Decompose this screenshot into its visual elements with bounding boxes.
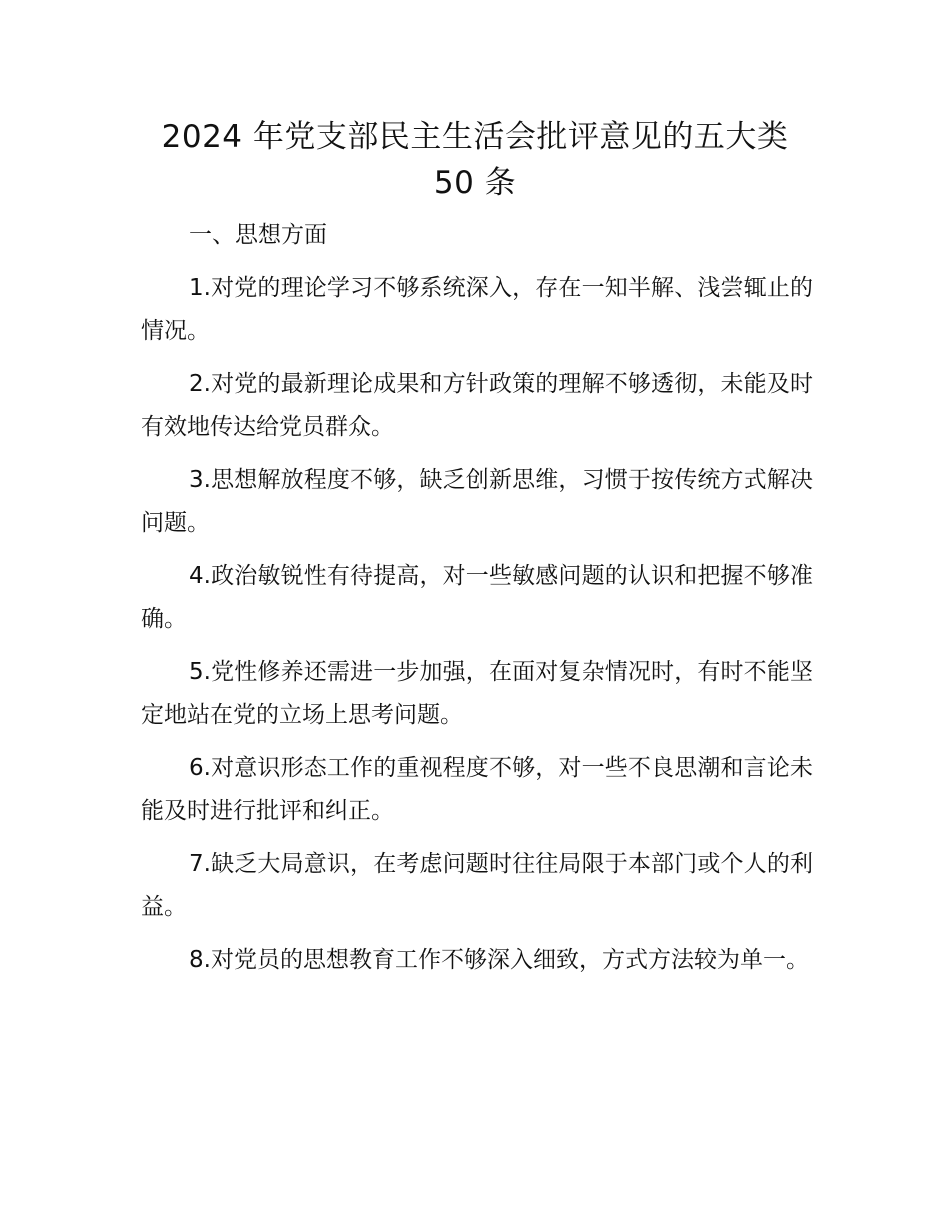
list-item: 4.政治敏锐性有待提高，对一些敏感问题的认识和把握不够准确。 [141,563,813,632]
list-item: 8.对党员的思想教育工作不够深入细致，方式方法较为单一。 [189,947,809,973]
list-item: 1.对党的理论学习不够系统深入，存在一知半解、浅尝辄止的情况。 [141,275,813,344]
list-item: 6.对意识形态工作的重视程度不够，对一些不良思潮和言论未能及时进行批评和纠正。 [141,755,813,824]
document-body [141,214,813,992]
list-item: 5.党性修养还需进一步加强，在面对复杂情况时，有时不能坚定地站在党的立场上思考问题。 [141,659,813,728]
list-item: 2.对党的最新理论成果和方针政策的理解不够透彻，未能及时有效地传达给党员群众。 [141,371,813,440]
section-heading: 一、思想方面 [189,222,327,248]
list-item: 3.思想解放程度不够，缺乏创新思维，习惯于按传统方式解决问题。 [141,467,813,536]
title-line-1: 2024 年党支部民主生活会批评意见的五大类 [161,119,789,155]
document-title [120,114,830,206]
title-line-2: 50 条 [433,165,517,201]
list-item: 7.缺乏大局意识，在考虑问题时往往局限于本部门或个人的利益。 [141,851,813,920]
